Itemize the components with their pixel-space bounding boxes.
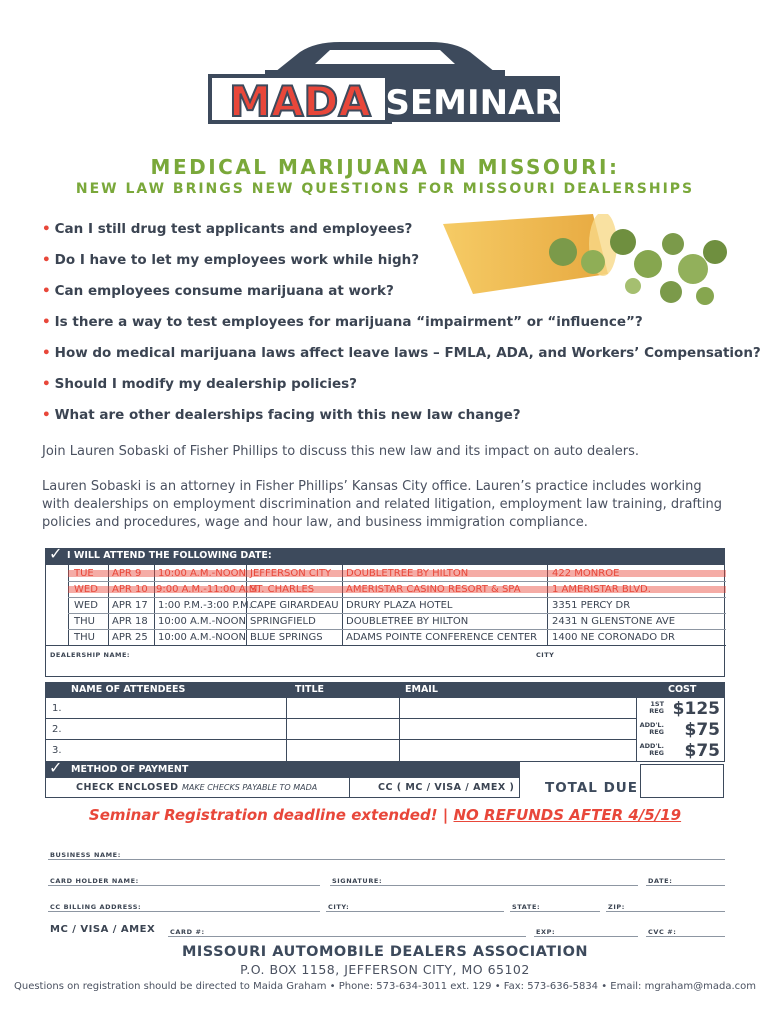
logo-mada-text: MADA: [229, 77, 371, 126]
city-field-label: CITY:: [328, 903, 350, 911]
date-row-jefferson-city[interactable]: TUE APR 9 10:00 A.M.-NOON JEFFERSON CITY DOUBLETREE BY HILTON 422 MONROE: [68, 566, 726, 582]
question-item: • Should I modify my dealership policies?: [42, 376, 357, 392]
reg-cost-2: ADD'L. REG $75: [639, 720, 720, 740]
date-row-blue-springs[interactable]: THU APR 25 10:00 A.M.-NOON BLUE SPRINGS ADAMS POINTE CONFERENCE CENTER 1400 NE CORONADO DR: [74, 632, 675, 643]
logo-seminar-text: SEMINAR: [385, 83, 561, 123]
city-input[interactable]: [326, 911, 504, 912]
question-item: • Can I still drug test applicants and employees?: [42, 221, 413, 237]
date-label: DATE:: [648, 877, 673, 885]
card-types-label: MC / VISA / AMEX: [50, 924, 156, 935]
date-selection-header: ✓ I WILL ATTEND THE FOLLOWING DATE:: [45, 548, 725, 565]
pill-bottle-marijuana-image: [443, 214, 733, 310]
attendee-row[interactable]: 1.: [46, 698, 636, 719]
attendees-header: NAME OF ATTENDEES TITLE EMAIL COST: [45, 682, 725, 698]
date-row-st-charles[interactable]: WED APR 10 9:00 A.M.-11:00 A.M. ST. CHARLES AMERISTAR CASINO RESORT & SPA 1 AMERISTAR BLVD.: [68, 582, 726, 598]
payment-method-options: [45, 778, 520, 798]
question-item: • Can employees consume marijuana at work?: [42, 283, 394, 299]
total-due-input[interactable]: [640, 764, 724, 798]
business-name-input[interactable]: [48, 859, 725, 860]
signature-input[interactable]: [330, 885, 638, 886]
footer-contact: Questions on registration should be directed to Maida Graham • Phone: 573-634-3011 ext. 129 • Fax: 573-636-5834 • Email: mgraham@mada.com: [13, 981, 757, 992]
bio-text: Lauren Sobaski is an attorney in Fisher Phillips’ Kansas City office. Lauren’s practice includes working with dealerships on employment discrimination and related litigation, employment law training, drafting policies and procedures, wage and hour law, and business immigration compliance.: [42, 479, 722, 530]
date-row-springfield[interactable]: THU APR 18 10:00 A.M.-NOON SPRINGFIELD DOUBLETREE BY HILTON 2431 N GLENSTONE AVE: [74, 616, 676, 627]
date-row-cape-girardeau[interactable]: WED APR 17 1:00 P.M.-3:00 P.M. CAPE GIRARDEAU DRURY PLAZA HOTEL 3351 PERCY DR: [74, 600, 631, 611]
mada-seminar-logo: [205, 30, 565, 128]
state-label: STATE:: [512, 903, 541, 911]
card-number-label: CARD #:: [170, 928, 205, 936]
date-input[interactable]: [646, 885, 725, 886]
credit-card-option[interactable]: CC ( MC / VISA / AMEX ): [378, 782, 515, 793]
signature-label: SIGNATURE:: [332, 877, 383, 885]
question-item: • Do I have to let my employees work while high?: [42, 252, 420, 268]
reg-cost-1: 1ST REG $125: [649, 699, 720, 719]
zip-label: ZIP:: [608, 903, 625, 911]
check-note: MAKE CHECKS PAYABLE TO MADA: [182, 783, 318, 792]
exp-input[interactable]: [534, 936, 638, 937]
state-input[interactable]: [510, 911, 600, 912]
attendee-row[interactable]: 2.: [46, 719, 636, 740]
business-name-label: BUSINESS NAME:: [50, 851, 121, 859]
checkmark-icon: ✓: [49, 544, 63, 563]
card-holder-label: CARD HOLDER NAME:: [50, 877, 139, 885]
billing-address-label: CC BILLING ADDRESS:: [50, 903, 142, 911]
exp-label: EXP:: [536, 928, 556, 936]
footer-org-name: MISSOURI AUTOMOBILE DEALERS ASSOCIATION: [181, 944, 589, 960]
cvc-input[interactable]: [646, 936, 725, 937]
checkmark-icon: ✓: [49, 758, 63, 777]
payment-method-header: ✓ METHOD OF PAYMENT: [45, 762, 520, 778]
deadline-notice: Seminar Registration deadline extended! | NO REFUNDS AFTER 4/5/19: [88, 806, 682, 824]
attendees-table: [45, 698, 725, 762]
page-subtitle: NEW LAW BRINGS NEW QUESTIONS FOR MISSOURI DEALERSHIPS: [75, 181, 695, 197]
question-item: • Is there a way to test employees for marijuana “impairment” or “influence”?: [42, 314, 643, 330]
dealership-name-input[interactable]: [46, 661, 724, 675]
card-holder-input[interactable]: [48, 885, 320, 886]
city-label: CITY: [536, 651, 555, 659]
billing-address-input[interactable]: [48, 911, 320, 912]
reg-cost-3: ADD'L. REG $75: [639, 741, 720, 761]
total-due-label: TOTAL DUE: [545, 780, 638, 796]
page-title: MEDICAL MARIJUANA IN MISSOURI:: [150, 155, 620, 179]
zip-input[interactable]: [606, 911, 725, 912]
question-item: • How do medical marijuana laws affect leave laws – FMLA, ADA, and Workers’ Compensation?: [42, 345, 761, 361]
dealership-name-label: DEALERSHIP NAME:: [50, 651, 130, 659]
date-selection-table: [45, 565, 725, 677]
check-enclosed-option[interactable]: CHECK ENCLOSED: [76, 782, 179, 793]
cvc-label: CVC #:: [648, 928, 677, 936]
card-number-input[interactable]: [168, 936, 526, 937]
footer-address: P.O. BOX 1158, JEFFERSON CITY, MO 65102: [240, 962, 530, 977]
attendee-row[interactable]: 3.: [52, 745, 62, 756]
intro-text: Join Lauren Sobaski of Fisher Phillips to discuss this new law and its impact on auto dealers.: [42, 444, 640, 459]
question-item: • What are other dealerships facing with this new law change?: [42, 407, 521, 423]
